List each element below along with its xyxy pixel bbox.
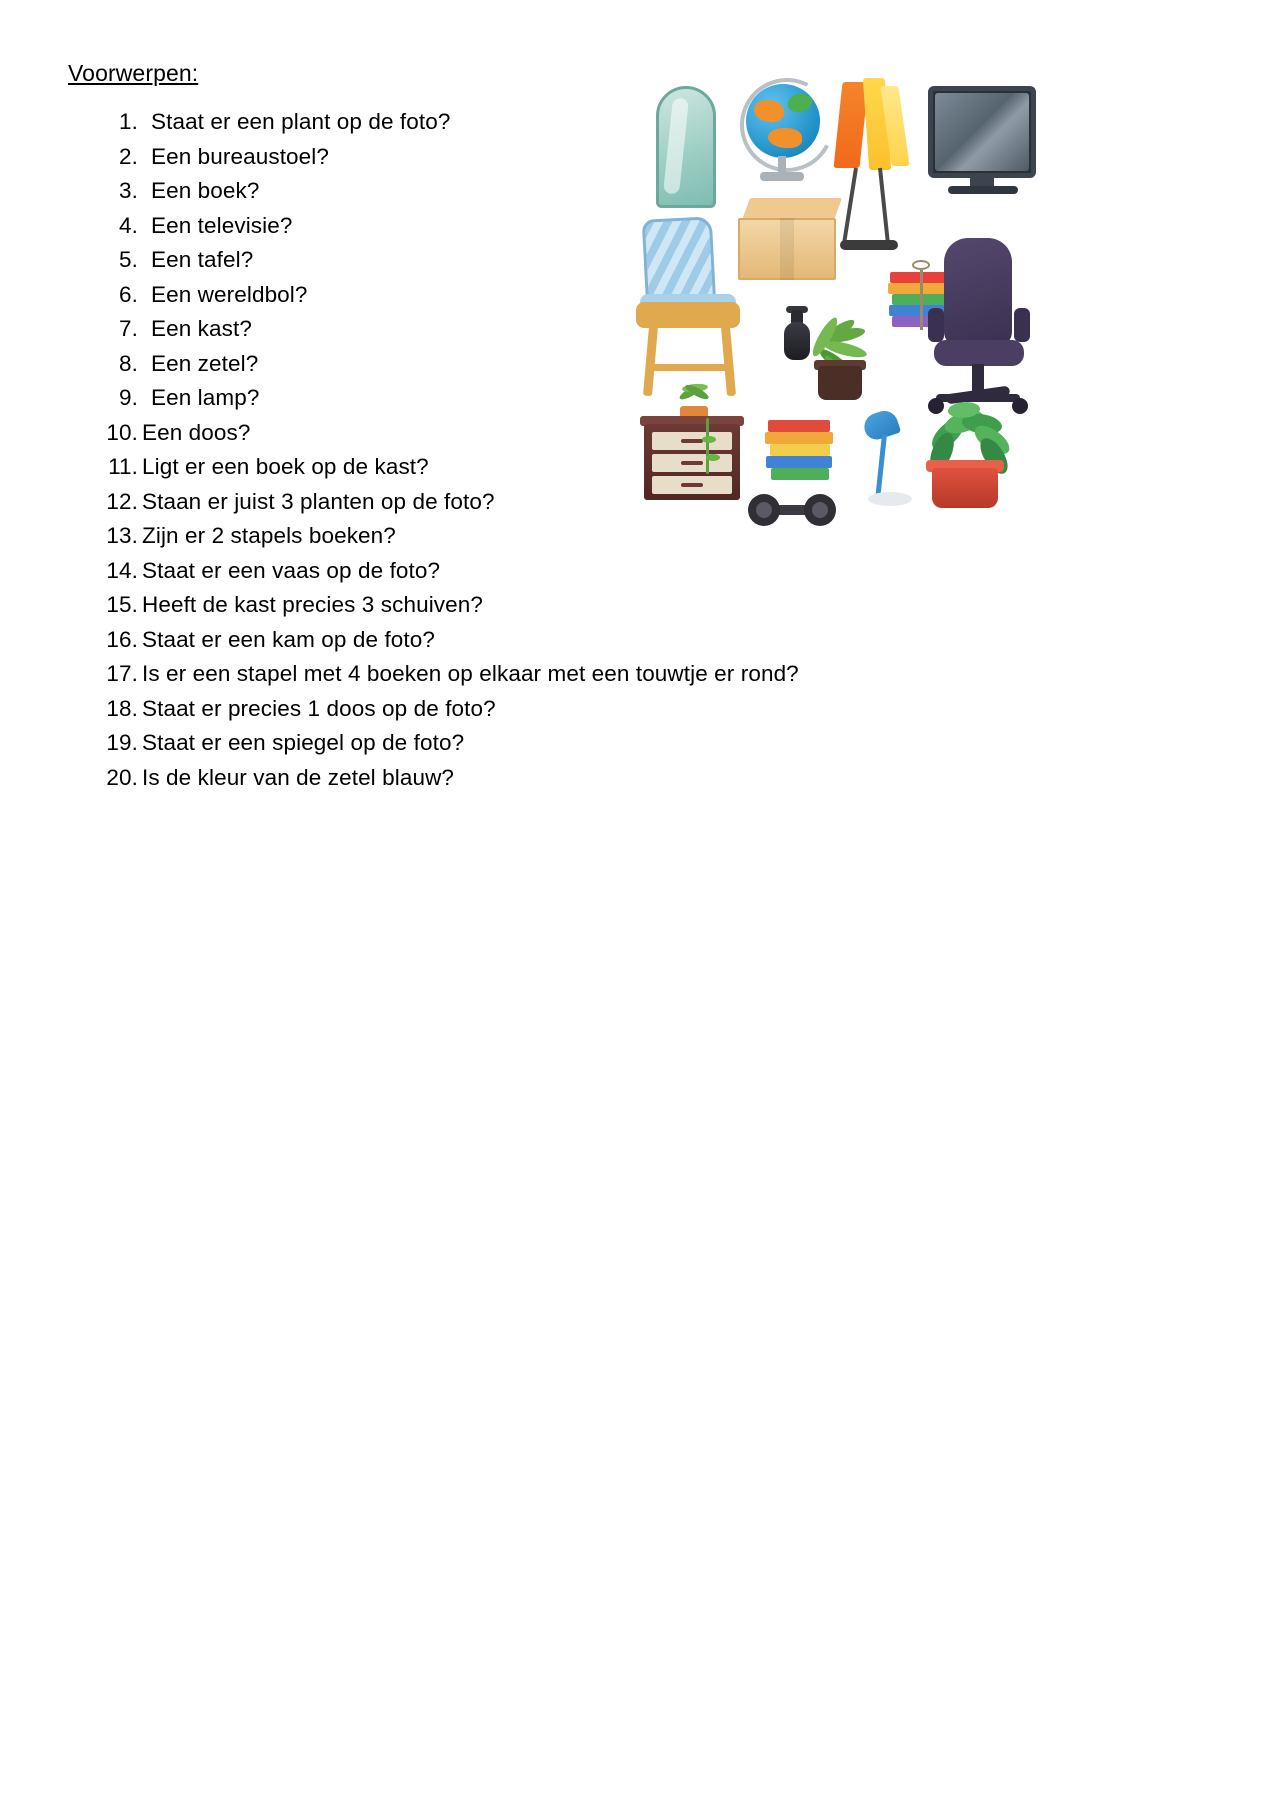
vase-icon bbox=[784, 322, 810, 360]
plant-vine bbox=[706, 418, 709, 474]
list-item-number: 2. bbox=[119, 143, 138, 169]
list-item-text: Een doos? bbox=[142, 419, 251, 445]
armchair-leg bbox=[721, 326, 736, 397]
list-item-number: 4. bbox=[119, 212, 138, 238]
list-item bbox=[100, 761, 920, 796]
television-stand-foot bbox=[948, 186, 1018, 194]
list-item-text: Staat er precies 1 doos op de foto? bbox=[142, 695, 496, 721]
list-item-number: 19. bbox=[106, 730, 138, 755]
office-chair-base bbox=[936, 394, 1020, 402]
office-chair-armrest bbox=[1014, 308, 1030, 342]
desk-lamp-base bbox=[868, 492, 912, 506]
list-item-number: 8. bbox=[119, 350, 138, 376]
office-chair-wheel bbox=[928, 398, 944, 414]
drawer-handle bbox=[681, 439, 703, 443]
office-chair-wheel bbox=[1012, 398, 1028, 414]
desk-lamp-arm bbox=[876, 434, 887, 496]
plant-leaf bbox=[706, 454, 720, 461]
list-item-number: 9. bbox=[119, 385, 138, 410]
furniture-collage-image bbox=[628, 72, 1048, 512]
globe-ring bbox=[728, 66, 846, 184]
list-item-text: Staan er juist 3 planten op de foto? bbox=[142, 488, 495, 514]
list-item-text: Een kast? bbox=[151, 316, 252, 341]
list-item-text: Is de kleur van de zetel blauw? bbox=[142, 764, 455, 790]
list-item bbox=[100, 623, 920, 658]
list-item-text: Een wereldbol? bbox=[151, 281, 308, 307]
list-item bbox=[100, 519, 920, 554]
list-item-text: Staat er een vaas op de foto? bbox=[142, 557, 441, 583]
list-item-text: Een televisie? bbox=[151, 212, 293, 238]
book-stack-bow bbox=[912, 260, 930, 270]
floor-lamp-base bbox=[840, 240, 898, 250]
list-item-number: 17. bbox=[106, 661, 138, 686]
globe-base bbox=[760, 172, 804, 181]
armchair-leg bbox=[643, 326, 658, 397]
list-item-number: 10. bbox=[106, 419, 138, 445]
list-item bbox=[100, 726, 920, 761]
book-icon bbox=[770, 444, 830, 456]
book-icon bbox=[766, 456, 832, 468]
list-item-text: Een boek? bbox=[151, 178, 260, 203]
list-item bbox=[100, 554, 920, 589]
list-item-number: 13. bbox=[106, 523, 138, 548]
list-item-number: 3. bbox=[119, 178, 138, 203]
armchair-rail bbox=[650, 364, 730, 371]
list-item-number: 11. bbox=[108, 454, 138, 479]
floor-lamp-pole bbox=[842, 168, 858, 246]
plant-leaf bbox=[702, 436, 716, 443]
list-item-number: 7. bbox=[119, 316, 138, 341]
list-item bbox=[100, 692, 920, 727]
office-chair-seat bbox=[934, 340, 1024, 366]
list-item-number: 6. bbox=[119, 281, 138, 307]
list-item-text: Heeft de kast precies 3 schuiven? bbox=[142, 592, 483, 617]
list-item-text: Is er een stapel met 4 boeken op elkaar met een touwtje er rond? bbox=[142, 661, 799, 686]
list-item-text: Een lamp? bbox=[151, 385, 260, 410]
office-chair-backrest bbox=[944, 238, 1012, 346]
book-icon bbox=[765, 432, 833, 444]
list-item-number: 1. bbox=[119, 109, 138, 134]
list-item-text: Zijn er 2 stapels boeken? bbox=[142, 523, 396, 548]
list-item-text: Ligt er een boek op de kast? bbox=[142, 454, 429, 479]
list-item-text: Een bureaustoel? bbox=[151, 143, 329, 169]
office-chair-armrest bbox=[928, 308, 944, 342]
list-item-text: Staat er een spiegel op de foto? bbox=[142, 730, 465, 755]
dumbbell-weight-inner bbox=[756, 502, 772, 518]
list-item-number: 5. bbox=[119, 247, 138, 272]
list-item-number: 16. bbox=[106, 626, 138, 652]
book-icon bbox=[771, 468, 829, 480]
list-item-text: Staat er een kam op de foto? bbox=[142, 626, 435, 652]
cardboard-box-flap bbox=[742, 198, 842, 220]
list-item bbox=[100, 588, 920, 623]
armchair-seat bbox=[636, 302, 740, 328]
list-item-number: 12. bbox=[106, 488, 138, 514]
book-stack-string bbox=[920, 268, 923, 330]
television-screen bbox=[935, 93, 1029, 171]
book-icon bbox=[768, 420, 830, 432]
drawer-handle bbox=[681, 461, 703, 465]
plant-pot bbox=[932, 468, 998, 508]
drawer-handle bbox=[681, 483, 703, 487]
list-item-text: Een tafel? bbox=[151, 247, 254, 272]
page-title: Voorwerpen: bbox=[68, 60, 199, 86]
floor-lamp-pole bbox=[878, 168, 890, 246]
plant-pot bbox=[818, 366, 862, 400]
dumbbell-weight-inner bbox=[812, 502, 828, 518]
list-item-number: 18. bbox=[106, 695, 138, 721]
list-item-number: 15. bbox=[106, 592, 138, 617]
list-item-text: Staat er een plant op de foto? bbox=[151, 109, 451, 134]
list-item-number: 14. bbox=[106, 557, 138, 583]
cardboard-box-tape bbox=[780, 218, 794, 280]
list-item-number: 20. bbox=[106, 764, 138, 790]
list-item bbox=[100, 657, 920, 692]
list-item-text: Een zetel? bbox=[151, 350, 259, 376]
